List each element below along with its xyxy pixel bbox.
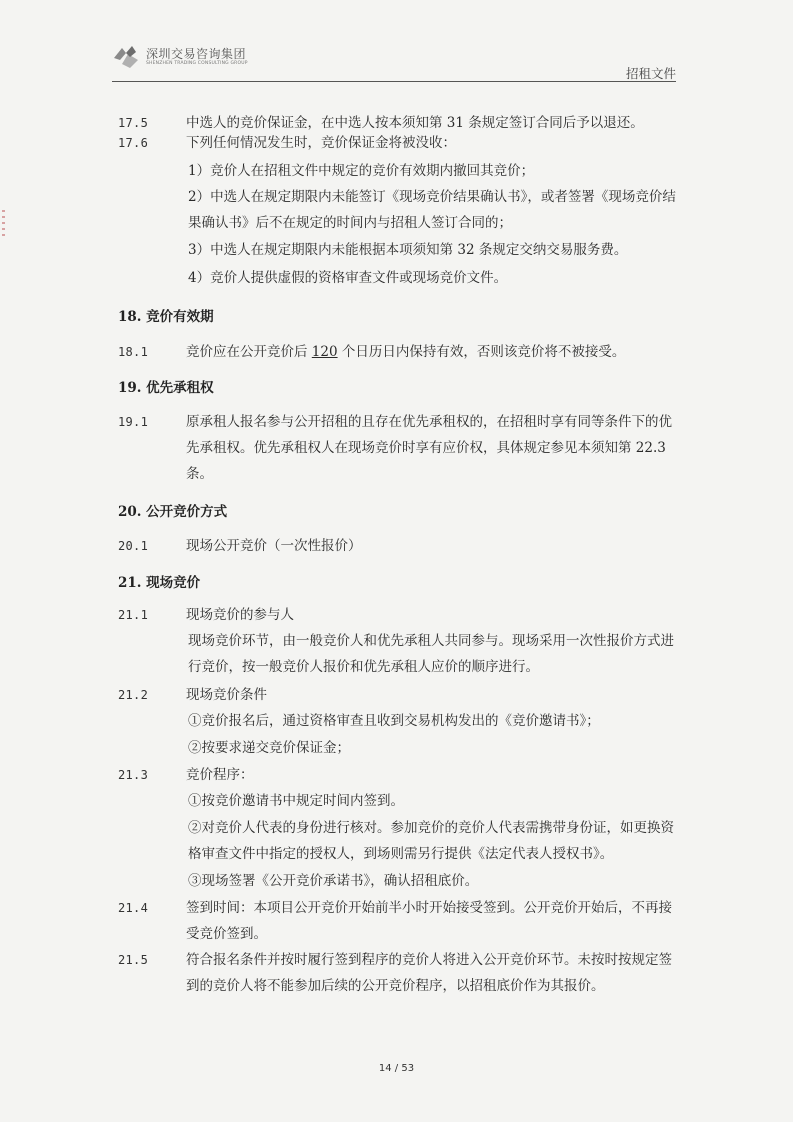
clause-text [186, 339, 676, 365]
header-divider [112, 81, 676, 82]
company-name-cn: 深圳交易咨询集团 [146, 47, 247, 61]
clause-text: 现场竞价环节，由一般竞价人和优先承租人共同参与。现场采用一次性报价方式进行竞价，按一般竞价人报价和优先承租人应价的顺序进行。 [188, 633, 674, 675]
validity-days: 120 [311, 344, 338, 360]
page-header [112, 42, 676, 82]
section-heading: 18. 竞价有效期 [118, 309, 214, 325]
clause-number: 21.2 [118, 688, 149, 702]
list-item: 4）竞价人提供虚假的资格审查文件或现场竞价文件。 [188, 270, 508, 286]
clause-text: 原承租人报名参与公开招租的且存在优先承租权的，在招租时享有同等条件下的优先承租权。优先承租权人在现场竞价时享有应价权，具体规定参见本须知第 22.3 条。 [186, 414, 672, 482]
clause-number: 17.6 [118, 136, 149, 150]
section-heading: 20. 公开竞价方式 [118, 504, 228, 520]
section-heading: 21. 现场竞价 [118, 575, 201, 591]
list-item: ①竞价报名后，通过资格审查且收到交易机构发出的《竞价邀请书》； [188, 713, 600, 729]
clause-number: 18.1 [118, 345, 149, 359]
clause-number: 20.1 [118, 539, 149, 553]
clause-text-post: 个日历日内保持有效，否则该竞价将不被接受。 [337, 344, 626, 360]
clause-number: 17.5 [118, 116, 149, 130]
page-number: 14 / 53 [378, 1063, 415, 1074]
clause-text: 中选人的竞价保证金，在中选人按本须知第 31 条规定签订合同后予以退还。 [186, 115, 644, 131]
clause-text: 现场公开竞价（一次性报价） [186, 538, 362, 554]
clause-number: 21.3 [118, 768, 149, 782]
list-item: 1）竞价人在招租文件中规定的竞价有效期内撤回其竞价； [188, 163, 535, 179]
document-type-label: 招租文件 [625, 66, 676, 81]
list-item: 3）中选人在规定期限内未能根据本项须知第 32 条规定交纳交易服务费。 [188, 242, 628, 258]
company-name-en: SHENZHEN TRADING CONSULTING GROUP [146, 61, 248, 66]
clause-title: 竞价程序： [186, 767, 254, 783]
scan-mark [2, 210, 5, 250]
clause-number: 21.5 [118, 953, 149, 967]
list-item: 2）中选人在规定期限内未能签订《现场竞价结果确认书》，或者签署《现场竞价结果确认书》后不在规定的时间内与招租人签订合同的； [188, 189, 676, 231]
clause-text: 符合报名条件并按时履行签到程序的竞价人将进入公开竞价环节。未按时按规定签到的竞价人将不能参加后续的公开竞价程序，以招租底价作为其报价。 [186, 952, 672, 994]
list-item: ③现场签署《公开竞价承诺书》，确认招租底价。 [188, 873, 479, 889]
clause-text-pre: 竞价应在公开竞价后 [186, 344, 312, 360]
clause-number: 21.4 [118, 901, 149, 915]
company-logo [112, 44, 248, 70]
clause-number: 21.1 [118, 608, 149, 622]
clause-title: 现场竞价条件 [186, 687, 267, 703]
clause-text: 下列任何情况发生时，竞价保证金将被没收： [186, 135, 456, 151]
list-item: ②对竞价人代表的身份进行核对。参加竞价的竞价人代表需携带身份证，如更换资格审查文件中指定的授权人，到场则需另行提供《法定代表人授权书》。 [188, 820, 674, 862]
logo-icon [112, 44, 140, 70]
clause-number: 19.1 [118, 415, 149, 429]
list-item: ②按要求递交竞价保证金； [188, 740, 350, 756]
list-item: ①按竞价邀请书中规定时间内签到。 [188, 793, 404, 809]
section-heading: 19. 优先承租权 [118, 380, 214, 396]
clause-title: 现场竞价的参与人 [186, 607, 294, 623]
clause-text: 签到时间：本项目公开竞价开始前半小时开始接受签到。公开竞价开始后，不再接受竞价签到。 [186, 900, 672, 942]
